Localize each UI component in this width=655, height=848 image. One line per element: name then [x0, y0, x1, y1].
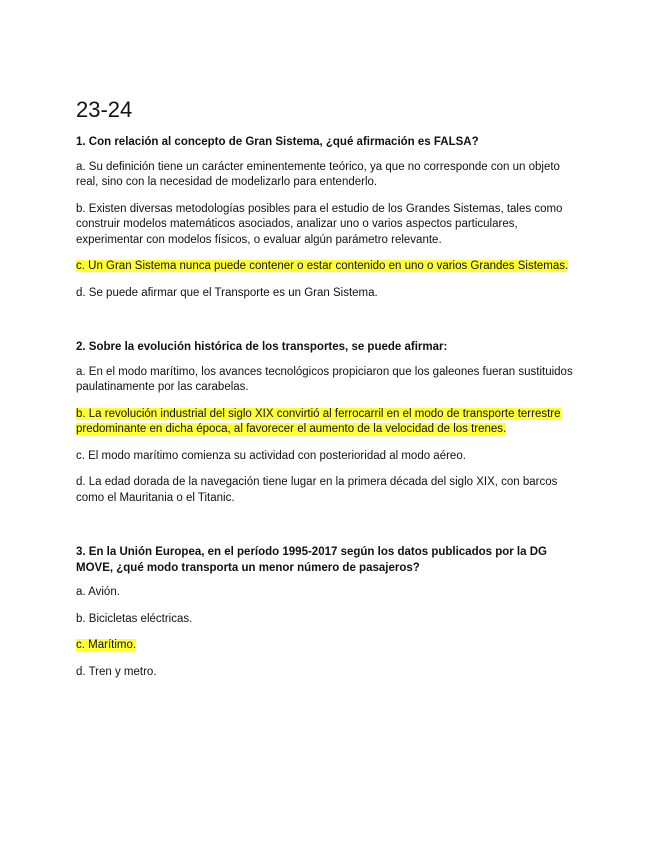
option-d: d. La edad dorada de la navegación tiene lugar en la primera década del siglo XIX, con barcos como el Mauritania o el Titanic.	[76, 476, 558, 504]
question-text: 3. En la Unión Europea, en el período 1995-2017 según los datos publicados por la DG MOVE, ¿qué modo transporta un menor número de pasajeros?	[76, 546, 547, 574]
document-title: 23-24	[76, 97, 133, 122]
option-a: a. Su definición tiene un carácter eminentemente teórico, ya que no corresponde con un objeto real, sino con la necesidad de modelizarlo para entenderlo.	[76, 160, 560, 188]
option-a: a. En el modo marítimo, los avances tecnológicos propiciaron que los galeones fueran sustituidos paulatinamente por las carabelas.	[76, 365, 573, 393]
question-2	[76, 340, 581, 506]
option-b: b. Existen diversas metodologías posibles para el estudio de los Grandes Sistemas, tales como construir modelos matemáticos asociados, analizar uno o varios aspectos particulares, experimentar con modelos físicos, o evaluar algún parámetro relevante.	[76, 202, 563, 246]
question-3	[76, 545, 581, 680]
option-d: d. Se puede afirmar que el Transporte es un Gran Sistema.	[76, 286, 378, 299]
option-c-highlighted: c. Un Gran Sistema nunca puede contener o estar contenido en uno o varios Grandes Sistemas.	[76, 260, 569, 272]
option-b-highlighted: b. La revolución industrial del siglo XIX convirtió al ferrocarril en el modo de transporte terrestre predominante en dicha época, al favorecer el aumento de la velocidad de los trenes.	[76, 407, 561, 435]
document-page	[76, 96, 581, 691]
option-d: d. Tren y metro.	[76, 665, 157, 678]
question-1	[76, 135, 581, 301]
option-a: a. Avión.	[76, 586, 120, 598]
option-c-highlighted: c. Marítimo.	[76, 639, 137, 651]
question-separator	[76, 517, 581, 545]
question-separator	[76, 312, 581, 340]
option-b: b. Bicicletas eléctricas.	[76, 612, 193, 625]
question-text: 2. Sobre la evolución histórica de los transportes, se puede afirmar:	[76, 341, 448, 353]
option-c: c. El modo marítimo comienza su actividad con posterioridad al modo aéreo.	[76, 449, 466, 462]
question-text: 1. Con relación al concepto de Gran Sistema, ¿qué afirmación es FALSA?	[76, 136, 479, 148]
